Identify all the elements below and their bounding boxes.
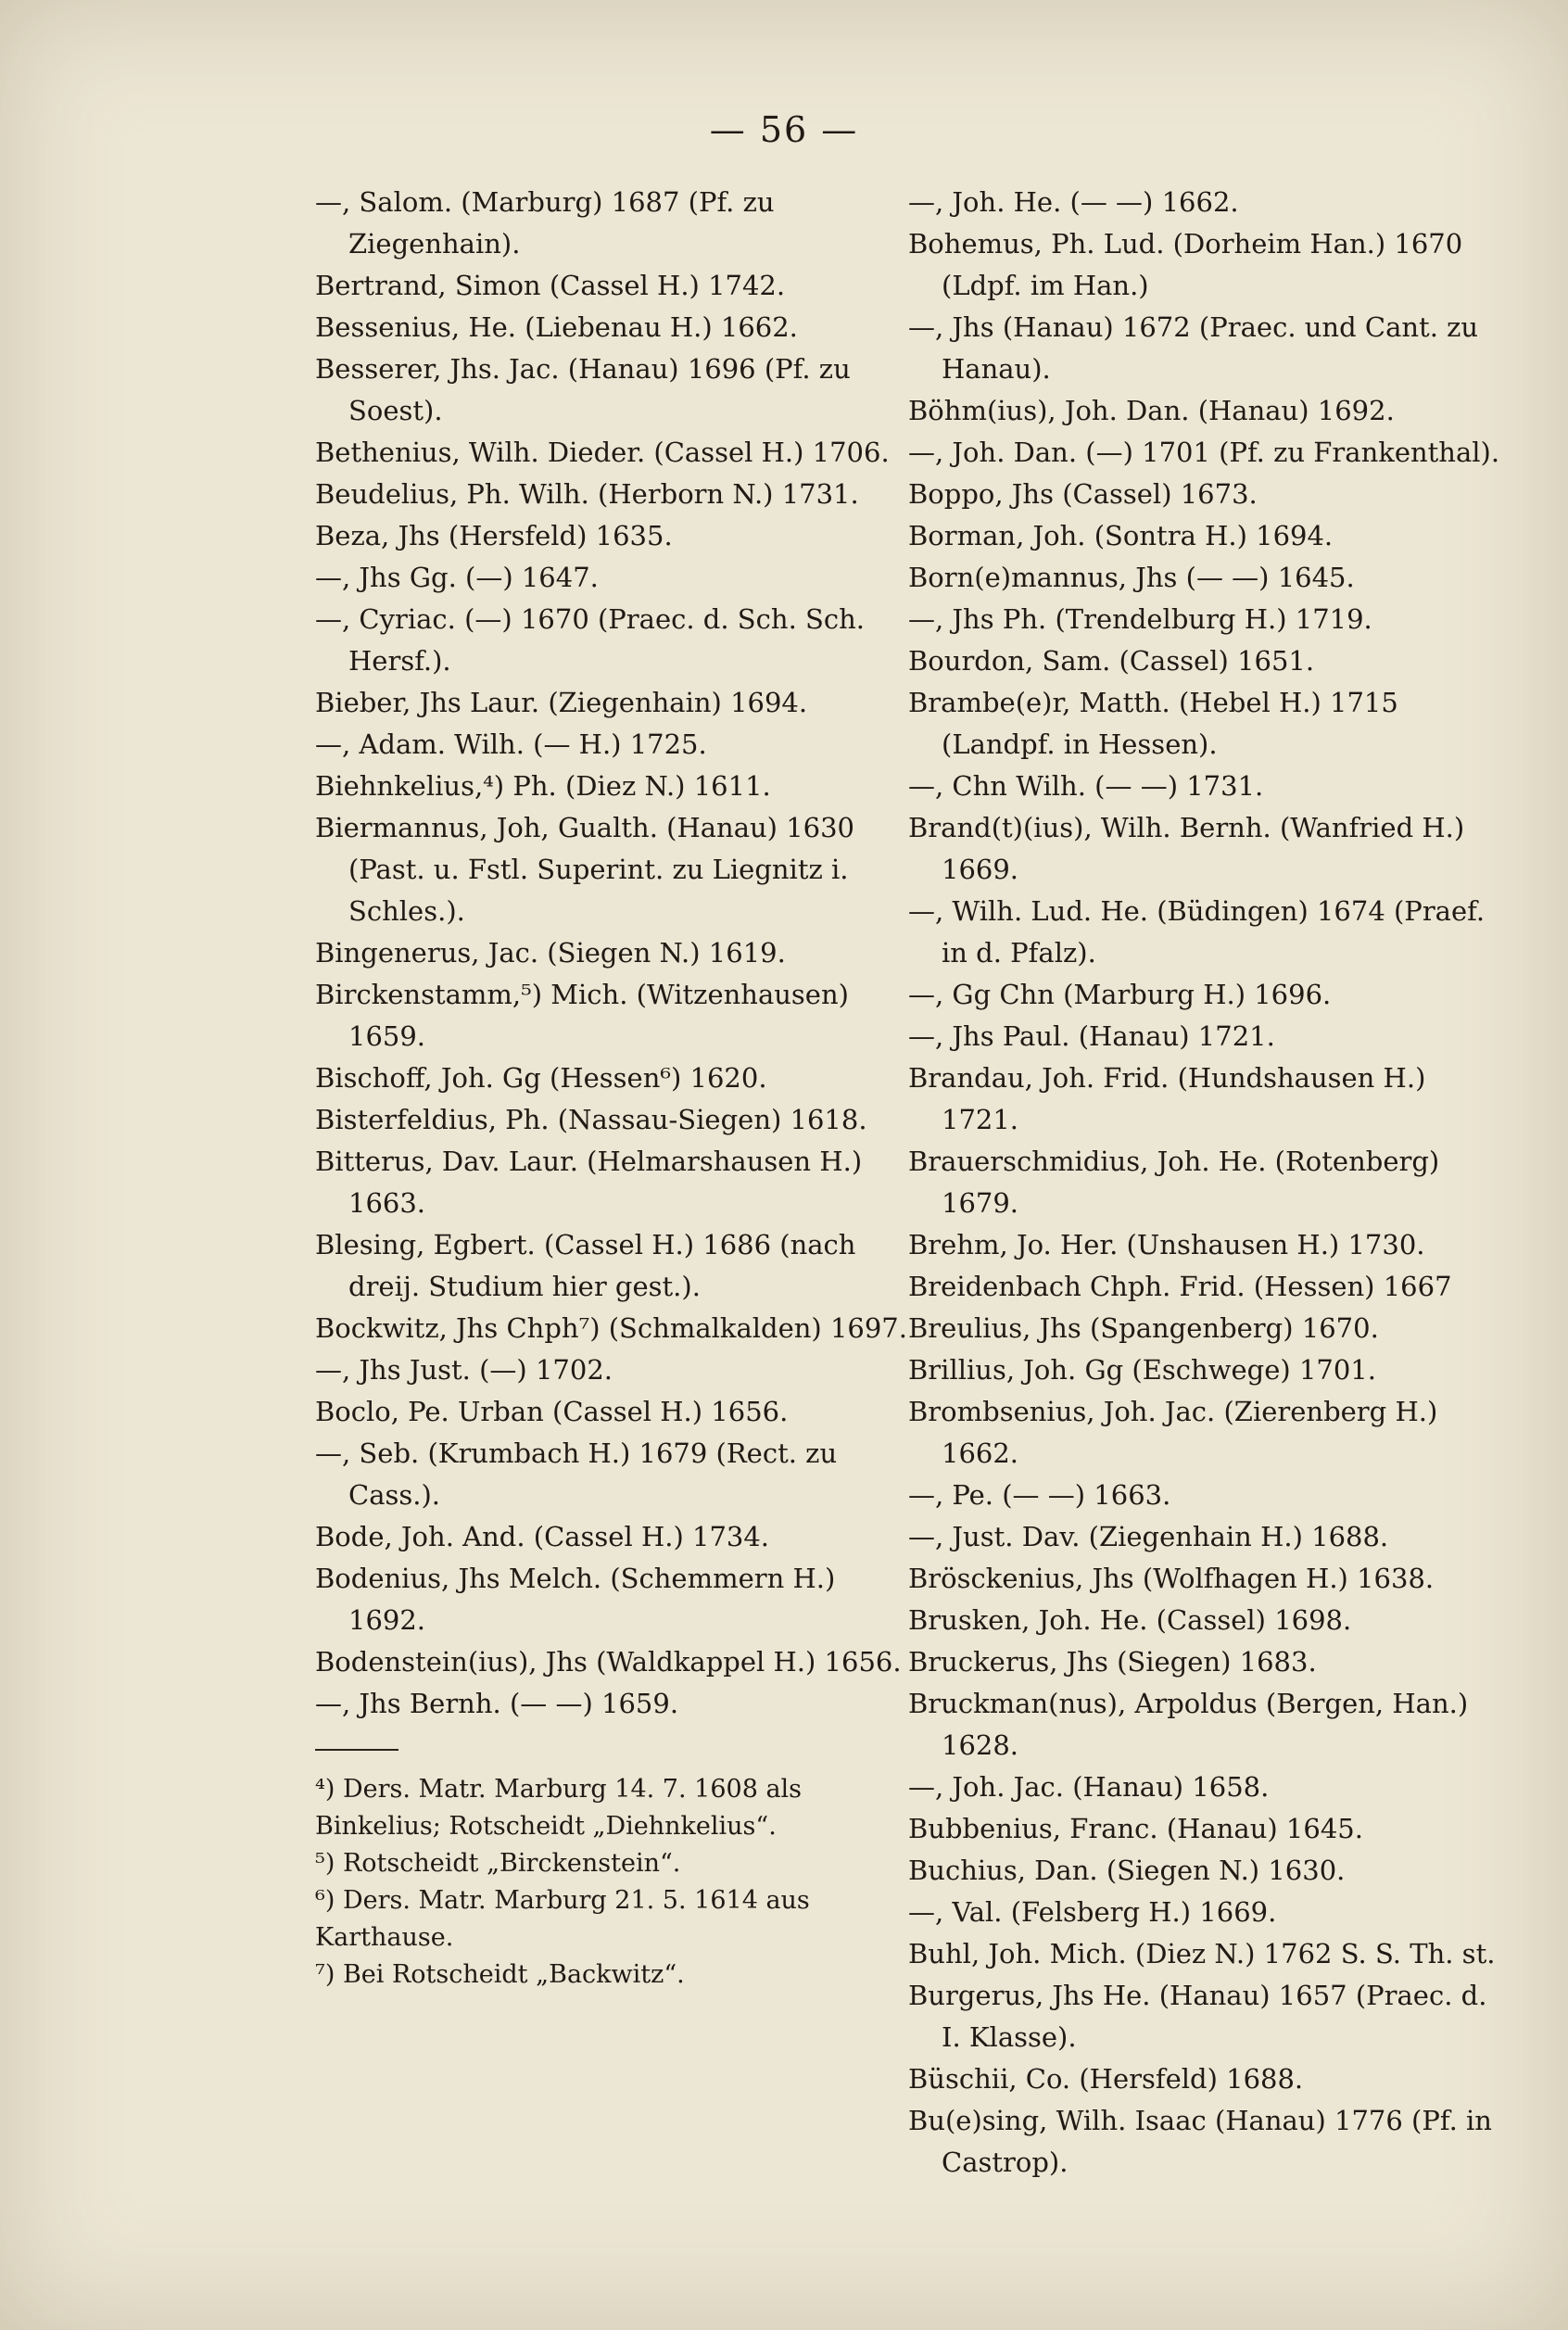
register-entry: Brehm, Jo. Her. (Unshausen H.) 1730. xyxy=(908,1229,1425,1260)
register-entry: —, Joh. Dan. (—) 1701 (Pf. zu Frankenthal). xyxy=(908,437,1500,468)
register-entry: —, Pe. (— —) 1663. xyxy=(908,1479,1171,1511)
register-entry: —, Jhs Gg. (—) 1647. xyxy=(315,562,599,593)
register-entry: —, Val. (Felsberg H.) 1669. xyxy=(908,1896,1277,1928)
register-entry: Böhm(ius), Joh. Dan. (Hanau) 1692. xyxy=(908,395,1395,426)
register-entry: Besserer, Jhs. Jac. (Hanau) 1696 (Pf. zu Soest). xyxy=(315,353,851,426)
register-entry: —, Joh. Jac. (Hanau) 1658. xyxy=(908,1771,1270,1803)
register-entry: Bodenius, Jhs Melch. (Schemmern H.) 1692. xyxy=(315,1563,836,1636)
register-entry: —, Jhs Ph. (Trendelburg H.) 1719. xyxy=(908,603,1372,635)
register-entry: Borman, Joh. (Sontra H.) 1694. xyxy=(908,520,1334,551)
footnote: ⁶) Ders. Matr. Marburg 21. 5. 1614 aus Karthause. xyxy=(315,1886,810,1952)
register-entry: —, Jhs Bernh. (— —) 1659. xyxy=(315,1688,679,1719)
register-entry: Brillius, Joh. Gg (Eschwege) 1701. xyxy=(908,1354,1376,1386)
register-entry: Boclo, Pe. Urban (Cassel H.) 1656. xyxy=(315,1396,789,1427)
register-entry: Bubbenius, Franc. (Hanau) 1645. xyxy=(908,1813,1363,1844)
register-entry: Bode, Joh. And. (Cassel H.) 1734. xyxy=(315,1521,770,1552)
register-entry: Burgerus, Jhs He. (Hanau) 1657 (Praec. d. I. Klasse). xyxy=(908,1980,1487,2053)
register-entry: Beza, Jhs (Hersfeld) 1635. xyxy=(315,520,673,551)
register-entry: Buhl, Joh. Mich. (Diez N.) 1762 S. S. Th. st. xyxy=(908,1938,1496,1969)
register-entry: —, Adam. Wilh. (— H.) 1725. xyxy=(315,728,707,760)
register-entry: Boppo, Jhs (Cassel) 1673. xyxy=(908,478,1258,510)
register-entry: Brösckenius, Jhs (Wolfhagen H.) 1638. xyxy=(908,1563,1435,1594)
register-entry: —, Seb. (Krumbach H.) 1679 (Rect. zu Cass.). xyxy=(315,1437,838,1511)
register-entry: Brambe(e)r, Matth. (Hebel H.) 1715 (Landpf. in Hessen). xyxy=(908,687,1398,760)
right-column xyxy=(908,182,1501,2184)
register-entry: Bisterfeldius, Ph. (Nassau-Siegen) 1618. xyxy=(315,1104,867,1135)
footnote: ⁴) Ders. Matr. Marburg 14. 7. 1608 als Binkelius; Rotscheidt „Diehnkelius“. xyxy=(315,1775,803,1841)
register-entry: Birckenstamm,⁵) Mich. (Witzenhausen) 1659. xyxy=(315,979,849,1052)
footnote-divider xyxy=(315,1749,398,1751)
register-entry: Bruckerus, Jhs (Siegen) 1683. xyxy=(908,1646,1317,1678)
register-entry: —, Jhs (Hanau) 1672 (Praec. und Cant. zu Hanau). xyxy=(908,311,1479,385)
page-number: — 56 — xyxy=(709,109,859,150)
register-entry: —, Jhs Just. (—) 1702. xyxy=(315,1354,613,1386)
register-entry: Biermannus, Joh, Gualth. (Hanau) 1630 (Past. u. Fstl. Superint. zu Liegnitz i. Schles.). xyxy=(315,812,854,927)
register-entry: Bruckman(nus), Arpoldus (Bergen, Han.) 1628. xyxy=(908,1688,1469,1761)
register-entry: Bischoff, Joh. Gg (Hessen⁶) 1620. xyxy=(315,1062,767,1094)
register-entry: Biehnkelius,⁴) Ph. (Diez N.) 1611. xyxy=(315,770,771,802)
footnote: ⁷) Bei Rotscheidt „Backwitz“. xyxy=(315,1960,685,1989)
register-entry: Bourdon, Sam. (Cassel) 1651. xyxy=(908,645,1315,677)
register-entry: Bu(e)sing, Wilh. Isaac (Hanau) 1776 (Pf. in Castrop). xyxy=(908,2105,1492,2178)
register-entry: Beudelius, Ph. Wilh. (Herborn N.) 1731. xyxy=(315,478,859,510)
register-entry: —, Gg Chn (Marburg H.) 1696. xyxy=(908,979,1332,1010)
register-entry: —, Jhs Paul. (Hanau) 1721. xyxy=(908,1020,1275,1052)
register-entry: Büschii, Co. (Hersfeld) 1688. xyxy=(908,2063,1304,2095)
register-entry: Brusken, Joh. He. (Cassel) 1698. xyxy=(908,1604,1352,1636)
register-entry: Brandau, Joh. Frid. (Hundshausen H.) 1721. xyxy=(908,1062,1426,1135)
register-entry: —, Salom. (Marburg) 1687 (Pf. zu Ziegenhain). xyxy=(315,186,775,260)
register-entry: Born(e)mannus, Jhs (— —) 1645. xyxy=(908,562,1355,593)
register-entry: Brombsenius, Joh. Jac. (Zierenberg H.) 1662. xyxy=(908,1396,1438,1469)
register-entry: Buchius, Dan. (Siegen N.) 1630. xyxy=(908,1855,1346,1886)
register-entry: Bohemus, Ph. Lud. (Dorheim Han.) 1670 (Ldpf. im Han.) xyxy=(908,228,1463,301)
register-entry: Breidenbach Chph. Frid. (Hessen) 1667 xyxy=(908,1271,1452,1302)
register-entry: Bingenerus, Jac. (Siegen N.) 1619. xyxy=(315,937,786,969)
register-entry: —, Just. Dav. (Ziegenhain H.) 1688. xyxy=(908,1521,1389,1552)
register-entry: Brand(t)(ius), Wilh. Bernh. (Wanfried H.) 1669. xyxy=(908,812,1465,885)
register-entry: Bodenstein(ius), Jhs (Waldkappel H.) 1656. xyxy=(315,1646,902,1678)
register-entry: —, Joh. He. (— —) 1662. xyxy=(908,186,1239,218)
register-entry: Bethenius, Wilh. Dieder. (Cassel H.) 1706. xyxy=(315,437,890,468)
register-entry: Brauerschmidius, Joh. He. (Rotenberg) 1679. xyxy=(908,1146,1440,1219)
register-entry: Bertrand, Simon (Cassel H.) 1742. xyxy=(315,270,786,301)
register-entry: Blesing, Egbert. (Cassel H.) 1686 (nach dreij. Studium hier gest.). xyxy=(315,1229,856,1302)
register-entry: Bockwitz, Jhs Chph⁷) (Schmalkalden) 1697. xyxy=(315,1312,907,1344)
footnote: ⁵) Rotscheidt „Birckenstein“. xyxy=(315,1849,681,1878)
register-entry: —, Chn Wilh. (— —) 1731. xyxy=(908,770,1264,802)
register-entry: Bieber, Jhs Laur. (Ziegenhain) 1694. xyxy=(315,687,808,718)
register-entry: —, Cyriac. (—) 1670 (Praec. d. Sch. Sch. Hersf.). xyxy=(315,603,866,677)
register-entry: —, Wilh. Lud. He. (Büdingen) 1674 (Praef. in d. Pfalz). xyxy=(908,895,1486,969)
register-entry: Breulius, Jhs (Spangenberg) 1670. xyxy=(908,1312,1379,1344)
register-entry: Bessenius, He. (Liebenau H.) 1662. xyxy=(315,311,798,343)
register-entry: Bitterus, Dav. Laur. (Helmarshausen H.) 1663. xyxy=(315,1146,863,1219)
left-column xyxy=(315,182,908,1994)
